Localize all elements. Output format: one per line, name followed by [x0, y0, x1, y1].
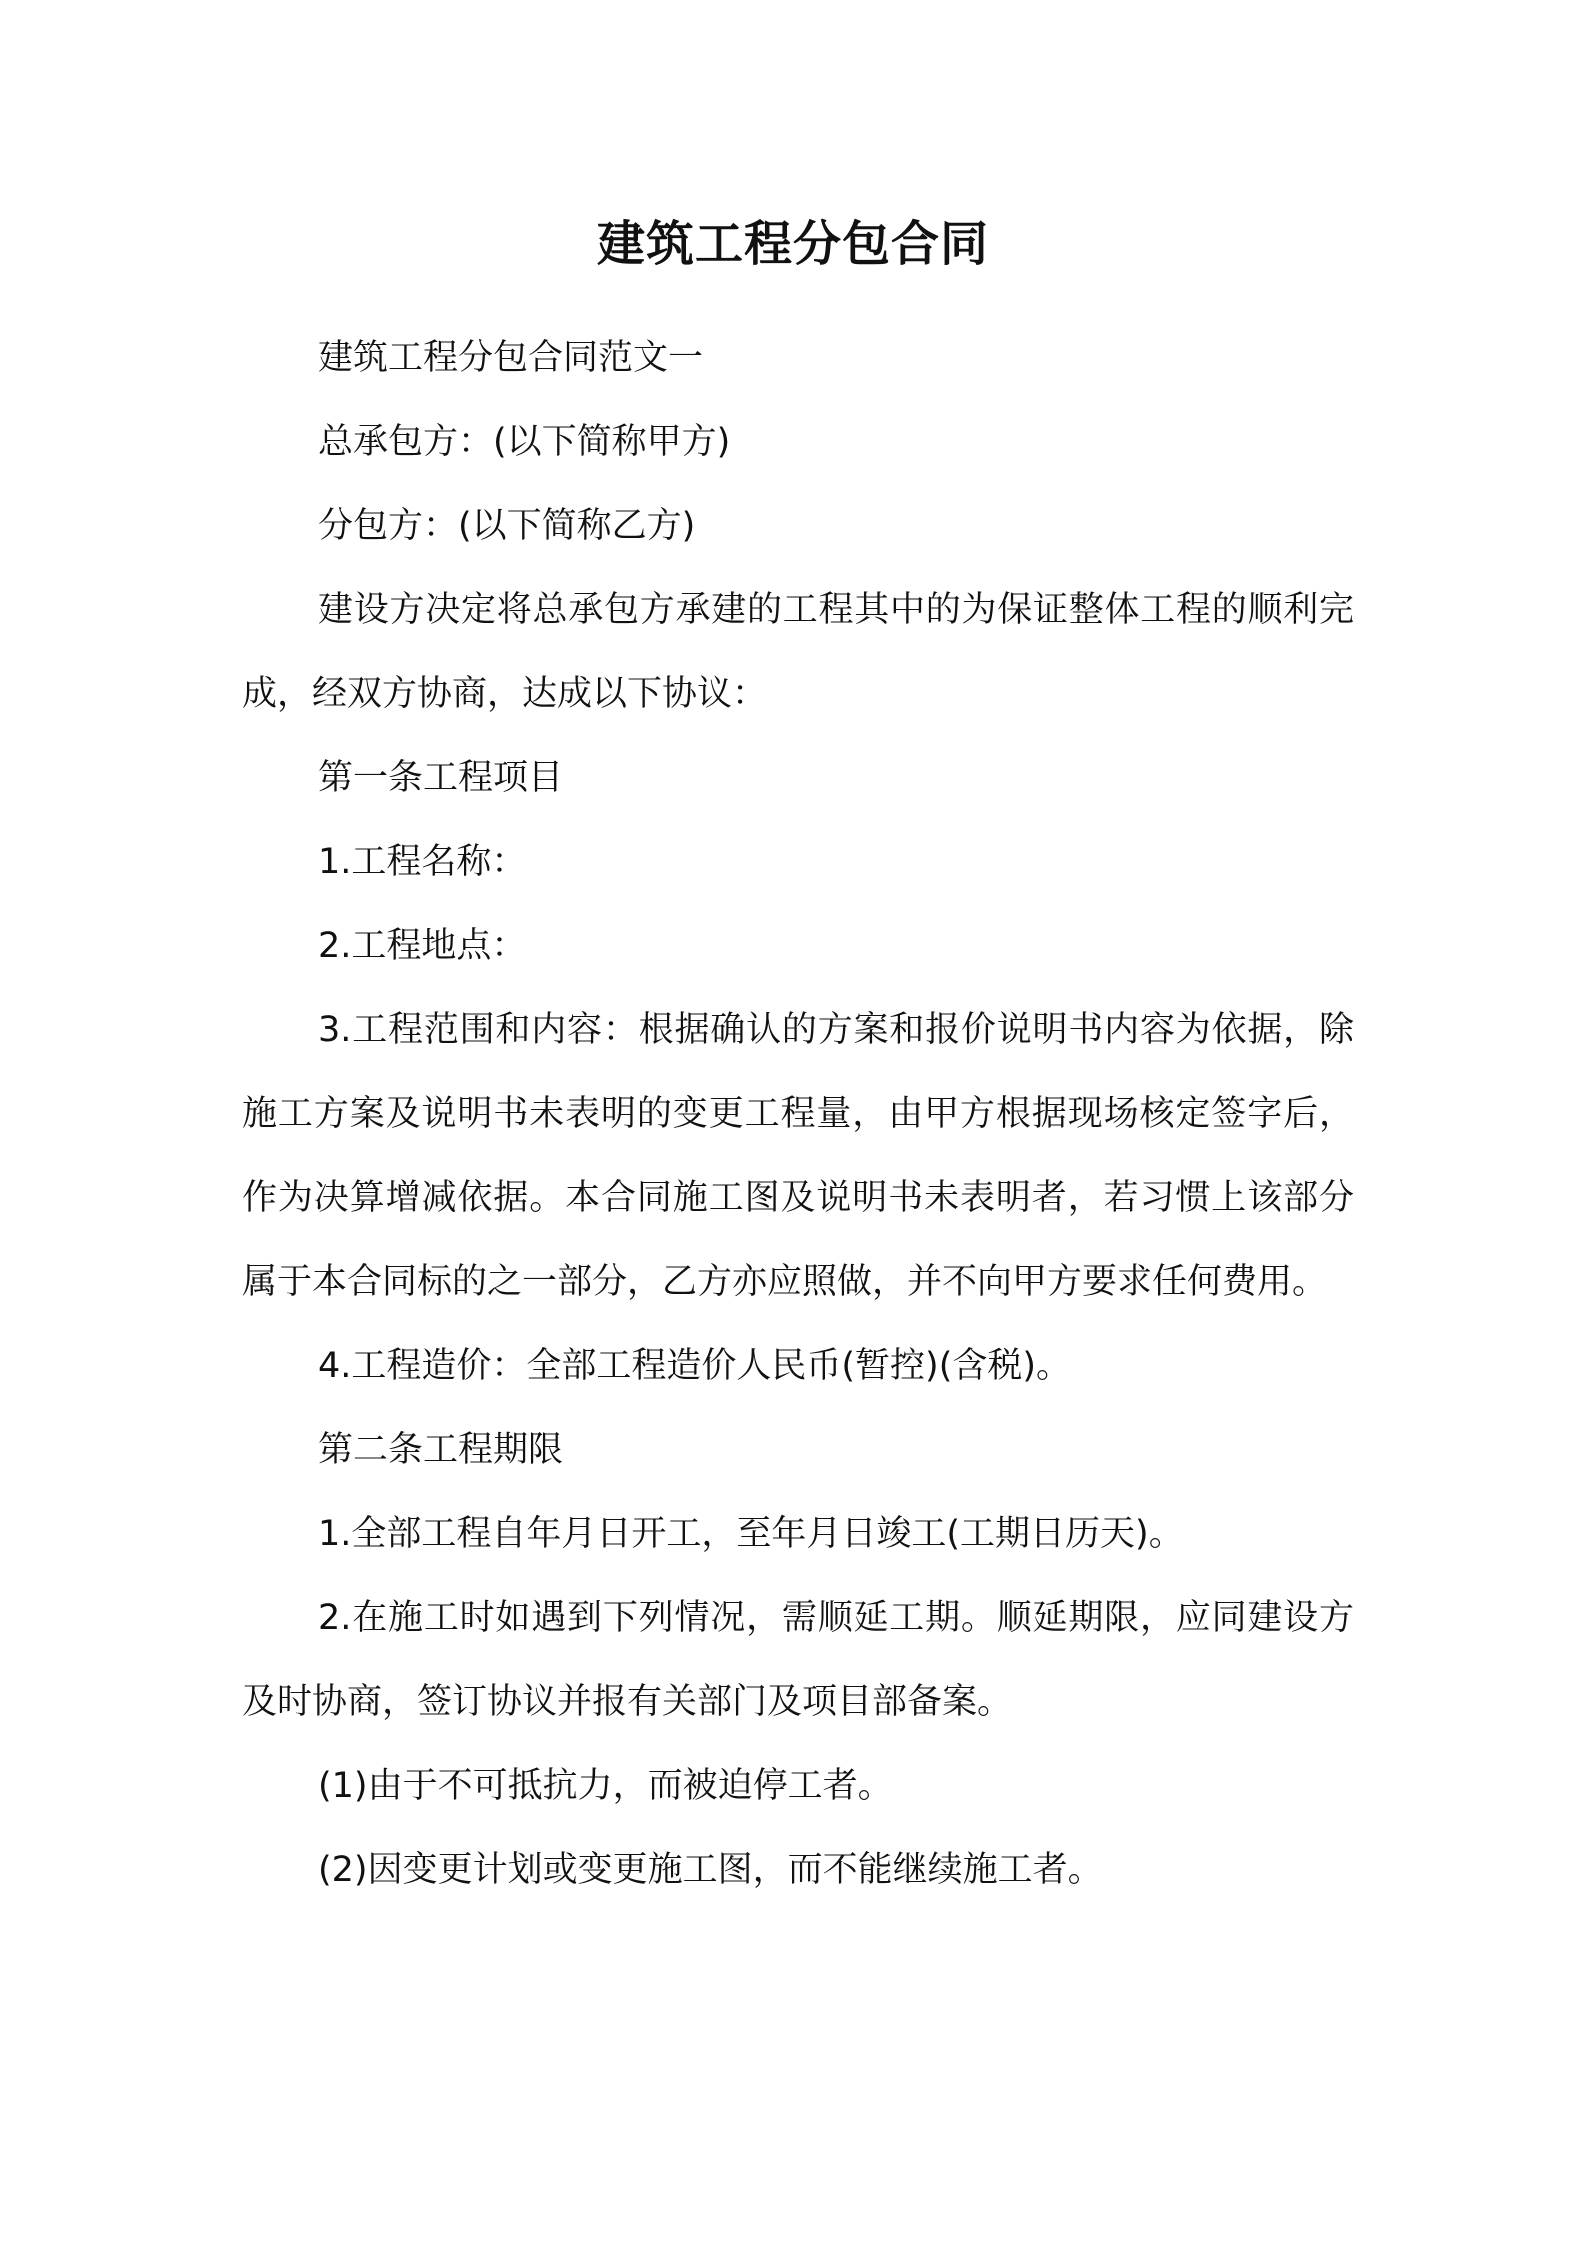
paragraph-project-scope: 3.工程范围和内容：根据确认的方案和报价说明书内容为依据，除施工方案及说明书未表明的变更工程量，由甲方根据现场核定签字后，作为决算增减依据。本合同施工图及说明书未表明者，若习惯上该部分属于本合同标的之一部分，乙方亦应照做，并不向甲方要求任何费用。 — [242, 1010, 1354, 1302]
paragraph-project-location: 2.工程地点： — [318, 926, 527, 966]
paragraph-schedule: 1.全部工程自年月日开工，至年月日竣工(工期日历天)。 — [318, 1514, 1184, 1554]
paragraph-general-contractor: 总承包方：(以下简称甲方) — [318, 422, 731, 462]
paragraph-project-name: 1.工程名称： — [318, 842, 527, 882]
paragraph-subtitle: 建筑工程分包合同范文一 — [318, 338, 704, 378]
document-body — [242, 316, 1354, 1912]
paragraph-plan-change: (2)因变更计划或变更施工图，而不能继续施工者。 — [318, 1850, 1103, 1890]
paragraph-extension: 2.在施工时如遇到下列情况，需顺延工期。顺延期限，应同建设方及时协商，签订协议并报有关部门及项目部备案。 — [242, 1598, 1354, 1722]
paragraph-subcontractor: 分包方：(以下简称乙方) — [318, 506, 696, 546]
heading-article-1: 第一条工程项目 — [318, 758, 564, 798]
heading-article-2: 第二条工程期限 — [318, 1430, 564, 1470]
paragraph-project-cost: 4.工程造价：全部工程造价人民币(暂控)(含税)。 — [318, 1346, 1072, 1386]
paragraph-force-majeure: (1)由于不可抵抗力，而被迫停工者。 — [318, 1766, 893, 1806]
document-title: 建筑工程分包合同 — [596, 216, 989, 272]
paragraph-preamble: 建设方决定将总承包方承建的工程其中的为保证整体工程的顺利完成，经双方协商，达成以下协议： — [242, 590, 1354, 714]
